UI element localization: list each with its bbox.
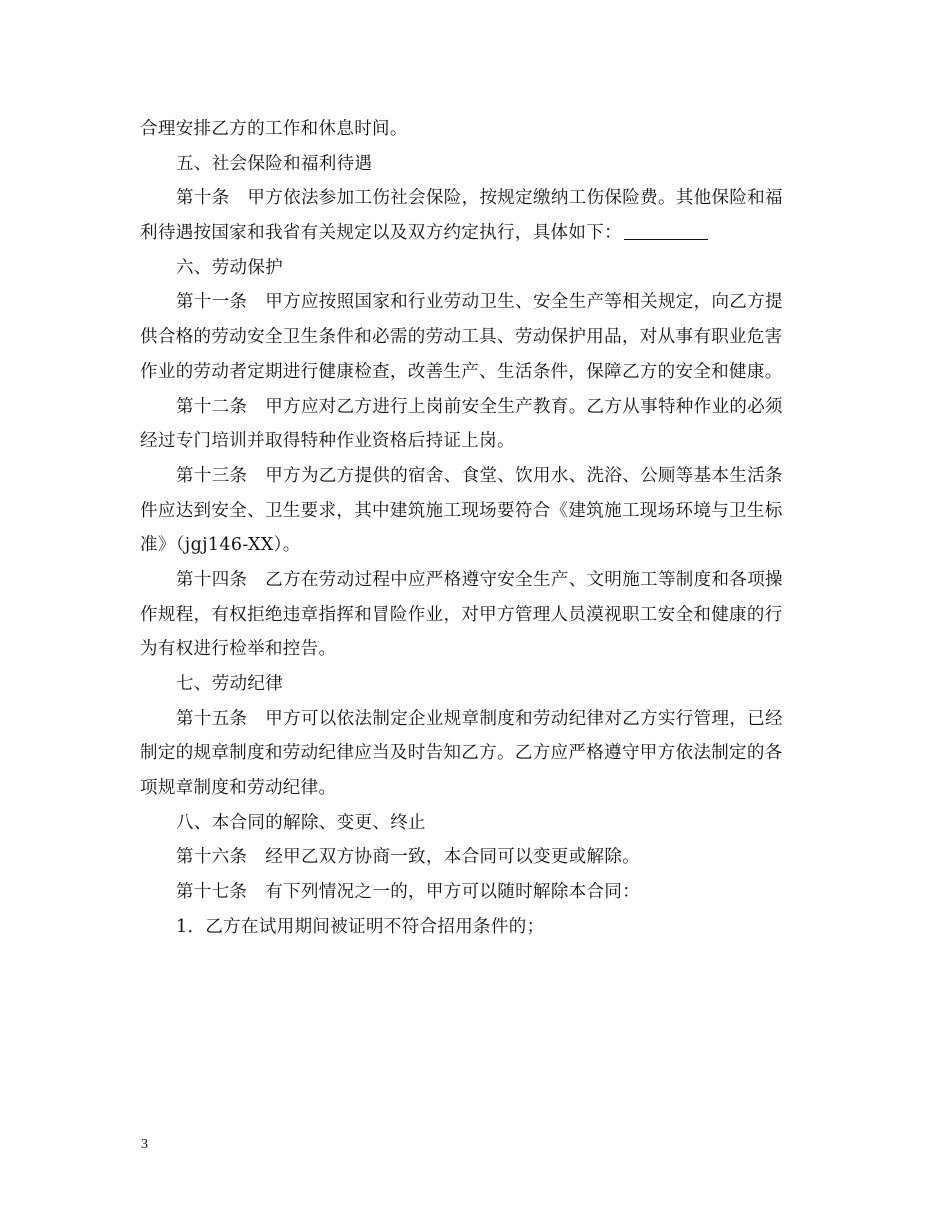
paragraph-line: 第十二条 甲方应对乙方进行上岗前安全生产教育。乙方从事特种作业的必须 [176, 396, 783, 417]
section-heading-social-insurance: 五、社会保险和福利待遇 [176, 153, 373, 174]
paragraph-line: 作业的劳动者定期进行健康检查，改善生产、生活条件，保障乙方的安全和健康。 [140, 361, 783, 382]
document-body [140, 112, 812, 945]
section-heading-labor-discipline: 七、劳动纪律 [176, 674, 284, 694]
paragraph-line: 制定的规章制度和劳动纪律应当及时告知乙方。乙方应严格遵守甲方依法制定的各 [140, 743, 783, 764]
fill-in-blank [624, 221, 708, 240]
paragraph-line: 作规程，有权拒绝违章指挥和冒险作业，对甲方管理人员漠视职工安全和健康的行 [140, 604, 783, 625]
paragraph-line: 经过专门培训并取得特种作业资格后持证上岗。 [140, 431, 515, 452]
paragraph-line: 为有权进行检举和控告。 [140, 639, 337, 660]
paragraph-line: 第十六条 经甲乙双方协商一致，本合同可以变更或解除。 [176, 847, 641, 868]
paragraph-text: 利待遇按国家和我省有关规定以及双方约定执行，具体如下： [140, 223, 622, 244]
paragraph-line: 供合格的劳动安全卫生条件和必需的劳动工具、劳动保护用品，对从事有职业危害 [140, 327, 783, 348]
page-number: 3 [141, 1137, 148, 1152]
paragraph-line: 第十三条 甲方为乙方提供的宿舍、食堂、饮用水、洗浴、公厕等基本生活条 [176, 465, 783, 486]
paragraph-line: 合理安排乙方的工作和休息时间。 [140, 119, 408, 139]
paragraph-line-with-blank [140, 216, 812, 251]
paragraph-line: 第十一条 甲方应按照国家和行业劳动卫生、安全生产等相关规定，向乙方提 [176, 292, 783, 313]
list-item: 1．乙方在试用期间被证明不符合招用条件的； [176, 916, 545, 937]
paragraph-line: 第十七条 有下列情况之一的，甲方可以随时解除本合同： [176, 882, 641, 903]
section-heading-labor-protection: 六、劳动保护 [176, 257, 284, 278]
paragraph-line-standard-code: 准》（jgj146-XX）。 [140, 535, 301, 556]
paragraph-line: 件应达到安全、卫生要求，其中建筑施工现场要符合《建筑施工现场环境与卫生标 [140, 500, 783, 521]
paragraph-line: 第十五条 甲方可以依法制定企业规章制度和劳动纪律对乙方实行管理，已经 [176, 708, 783, 729]
paragraph-line: 第十四条 乙方在劳动过程中应严格遵守安全生产、文明施工等制度和各项操 [176, 569, 783, 590]
paragraph-line: 第十条 甲方依法参加工伤社会保险，按规定缴纳工伤保险费。其他保险和福 [176, 188, 783, 209]
section-heading-contract-termination: 八、本合同的解除、变更、终止 [176, 812, 426, 833]
paragraph-line: 项规章制度和劳动纪律。 [140, 778, 337, 799]
